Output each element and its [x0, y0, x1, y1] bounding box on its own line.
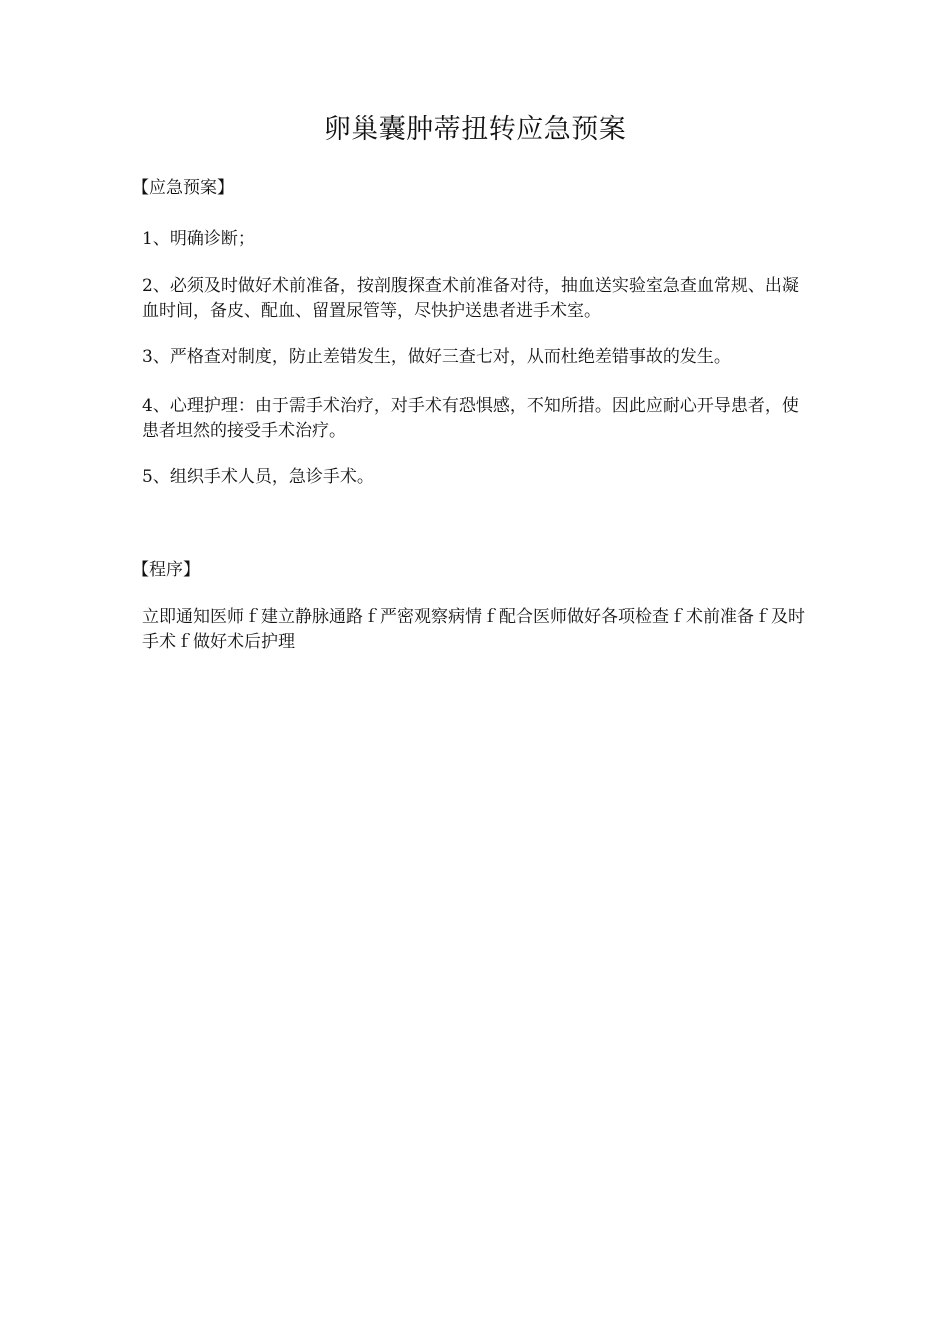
plan-item-5: 5、组织手术人员，急诊手术。	[142, 467, 374, 487]
section-heading-procedure: 【程序】	[132, 560, 200, 580]
document-title: 卵巢囊肿蒂扭转应急预案	[323, 114, 627, 145]
plan-item-2: 2、必须及时做好术前准备，按剖腹探查术前准备对待，抽血送实验室急查血常规、出凝血时间，备皮、配血、留置尿管等，尽快护送患者进手术室。	[142, 276, 799, 321]
section-heading-emergency-plan: 【应急预案】	[132, 178, 234, 198]
plan-item-1: 1、明确诊断；	[142, 229, 255, 249]
plan-item-4: 4、心理护理：由于需手术治疗，对手术有恐惧感，不知所措。因此应耐心开导患者，使患者坦然的接受手术治疗。	[142, 396, 799, 441]
procedure-text: 立即通知医师ｆ建立静脉通路ｆ严密观察病情ｆ配合医师做好各项检查ｆ术前准备ｆ及时手术ｆ做好术后护理	[142, 607, 805, 652]
plan-item-3: 3、严格查对制度，防止差错发生，做好三查七对，从而杜绝差错事故的发生。	[142, 347, 731, 367]
